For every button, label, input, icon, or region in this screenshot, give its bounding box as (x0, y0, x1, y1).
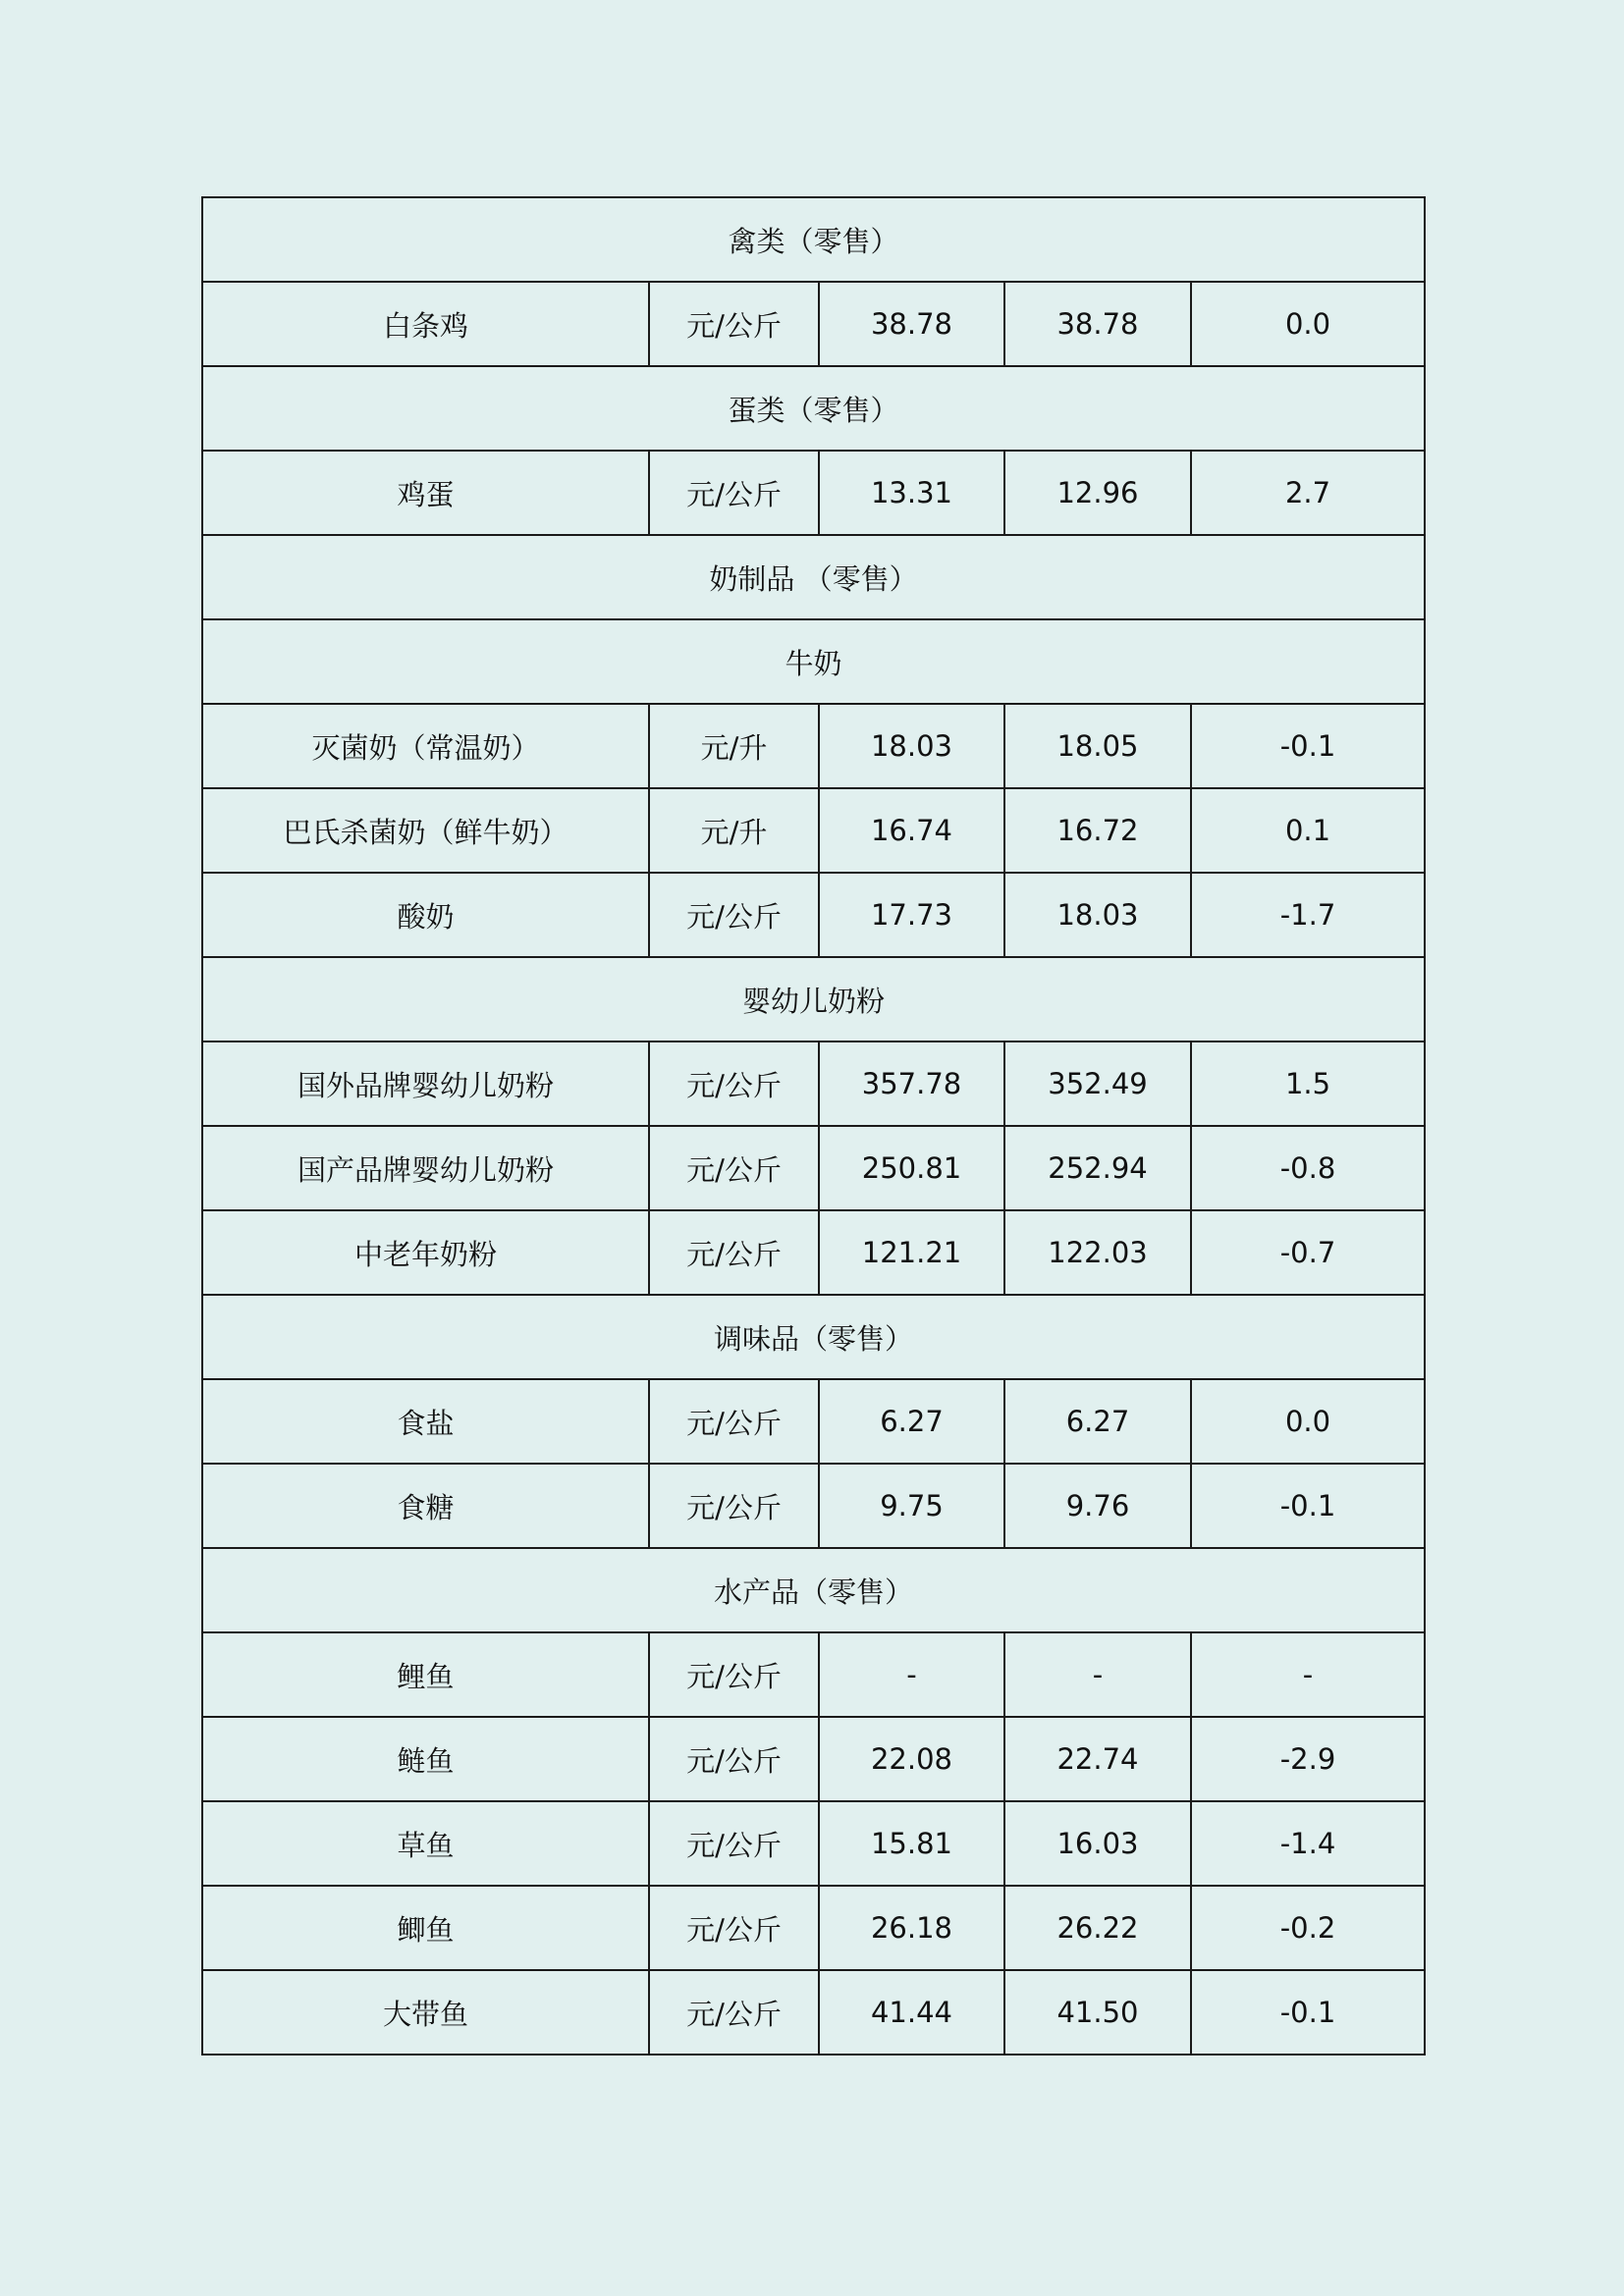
previous-price-cell: 16.03 (1004, 1801, 1191, 1886)
previous-price-cell: 18.03 (1004, 873, 1191, 957)
unit-cell: 元/公斤 (649, 873, 819, 957)
item-name-cell: 白条鸡 (202, 282, 649, 366)
price-table (201, 196, 1426, 2056)
table-row (202, 282, 1425, 366)
unit-cell: 元/公斤 (649, 1464, 819, 1548)
item-name-cell: 酸奶 (202, 873, 649, 957)
table-row (202, 1801, 1425, 1886)
section-header: 奶制品 （零售） (202, 535, 1425, 619)
change-percent-cell: -0.2 (1191, 1886, 1425, 1970)
previous-price-cell: 352.49 (1004, 1041, 1191, 1126)
unit-cell: 元/公斤 (649, 1210, 819, 1295)
change-percent-cell: 0.0 (1191, 1379, 1425, 1464)
previous-price-cell: 22.74 (1004, 1717, 1191, 1801)
change-percent-cell: 0.0 (1191, 282, 1425, 366)
current-price-cell: 6.27 (819, 1379, 1004, 1464)
change-percent-cell: 1.5 (1191, 1041, 1425, 1126)
unit-cell: 元/公斤 (649, 451, 819, 535)
current-price-cell: 17.73 (819, 873, 1004, 957)
table-row (202, 1632, 1425, 1717)
previous-price-cell: 18.05 (1004, 704, 1191, 788)
table-row (202, 1210, 1425, 1295)
current-price-cell: 38.78 (819, 282, 1004, 366)
unit-cell: 元/公斤 (649, 1886, 819, 1970)
current-price-cell: 121.21 (819, 1210, 1004, 1295)
item-name-cell: 鲫鱼 (202, 1886, 649, 1970)
previous-price-cell: 16.72 (1004, 788, 1191, 873)
section-row (202, 1295, 1425, 1379)
previous-price-cell: 38.78 (1004, 282, 1191, 366)
current-price-cell: 9.75 (819, 1464, 1004, 1548)
table-row (202, 1464, 1425, 1548)
section-header: 禽类（零售） (202, 197, 1425, 282)
section-header: 婴幼儿奶粉 (202, 957, 1425, 1041)
table-row (202, 1717, 1425, 1801)
item-name-cell: 草鱼 (202, 1801, 649, 1886)
current-price-cell: 15.81 (819, 1801, 1004, 1886)
section-header: 水产品（零售） (202, 1548, 1425, 1632)
price-table-body (202, 197, 1425, 2055)
section-row (202, 957, 1425, 1041)
item-name-cell: 鲢鱼 (202, 1717, 649, 1801)
item-name-cell: 中老年奶粉 (202, 1210, 649, 1295)
unit-cell: 元/公斤 (649, 1632, 819, 1717)
section-row (202, 366, 1425, 451)
section-row (202, 197, 1425, 282)
change-percent-cell: -0.7 (1191, 1210, 1425, 1295)
table-row (202, 451, 1425, 535)
change-percent-cell: - (1191, 1632, 1425, 1717)
unit-cell: 元/公斤 (649, 1379, 819, 1464)
previous-price-cell: 6.27 (1004, 1379, 1191, 1464)
table-row (202, 788, 1425, 873)
unit-cell: 元/公斤 (649, 1126, 819, 1210)
unit-cell: 元/升 (649, 704, 819, 788)
section-header: 蛋类（零售） (202, 366, 1425, 451)
previous-price-cell: 12.96 (1004, 451, 1191, 535)
item-name-cell: 鸡蛋 (202, 451, 649, 535)
previous-price-cell: 9.76 (1004, 1464, 1191, 1548)
item-name-cell: 食糖 (202, 1464, 649, 1548)
price-table-page (201, 196, 1424, 2056)
section-header: 调味品（零售） (202, 1295, 1425, 1379)
change-percent-cell: -2.9 (1191, 1717, 1425, 1801)
previous-price-cell: 41.50 (1004, 1970, 1191, 2055)
previous-price-cell: - (1004, 1632, 1191, 1717)
previous-price-cell: 26.22 (1004, 1886, 1191, 1970)
change-percent-cell: -1.7 (1191, 873, 1425, 957)
item-name-cell: 大带鱼 (202, 1970, 649, 2055)
current-price-cell: 41.44 (819, 1970, 1004, 2055)
section-row (202, 1548, 1425, 1632)
current-price-cell: 357.78 (819, 1041, 1004, 1126)
change-percent-cell: -1.4 (1191, 1801, 1425, 1886)
table-row (202, 1886, 1425, 1970)
change-percent-cell: -0.1 (1191, 1970, 1425, 2055)
table-row (202, 1126, 1425, 1210)
unit-cell: 元/公斤 (649, 1801, 819, 1886)
previous-price-cell: 122.03 (1004, 1210, 1191, 1295)
unit-cell: 元/升 (649, 788, 819, 873)
previous-price-cell: 252.94 (1004, 1126, 1191, 1210)
change-percent-cell: -0.1 (1191, 1464, 1425, 1548)
current-price-cell: 18.03 (819, 704, 1004, 788)
current-price-cell: 16.74 (819, 788, 1004, 873)
item-name-cell: 灭菌奶（常温奶） (202, 704, 649, 788)
change-percent-cell: 2.7 (1191, 451, 1425, 535)
unit-cell: 元/公斤 (649, 282, 819, 366)
section-row (202, 535, 1425, 619)
section-row (202, 619, 1425, 704)
item-name-cell: 国外品牌婴幼儿奶粉 (202, 1041, 649, 1126)
current-price-cell: 250.81 (819, 1126, 1004, 1210)
table-row (202, 1041, 1425, 1126)
unit-cell: 元/公斤 (649, 1970, 819, 2055)
current-price-cell: 13.31 (819, 451, 1004, 535)
change-percent-cell: 0.1 (1191, 788, 1425, 873)
current-price-cell: - (819, 1632, 1004, 1717)
unit-cell: 元/公斤 (649, 1717, 819, 1801)
change-percent-cell: -0.8 (1191, 1126, 1425, 1210)
item-name-cell: 国产品牌婴幼儿奶粉 (202, 1126, 649, 1210)
item-name-cell: 食盐 (202, 1379, 649, 1464)
table-row (202, 704, 1425, 788)
current-price-cell: 26.18 (819, 1886, 1004, 1970)
unit-cell: 元/公斤 (649, 1041, 819, 1126)
change-percent-cell: -0.1 (1191, 704, 1425, 788)
current-price-cell: 22.08 (819, 1717, 1004, 1801)
table-row (202, 873, 1425, 957)
section-header: 牛奶 (202, 619, 1425, 704)
table-row (202, 1970, 1425, 2055)
table-row (202, 1379, 1425, 1464)
item-name-cell: 鲤鱼 (202, 1632, 649, 1717)
item-name-cell: 巴氏杀菌奶（鲜牛奶） (202, 788, 649, 873)
